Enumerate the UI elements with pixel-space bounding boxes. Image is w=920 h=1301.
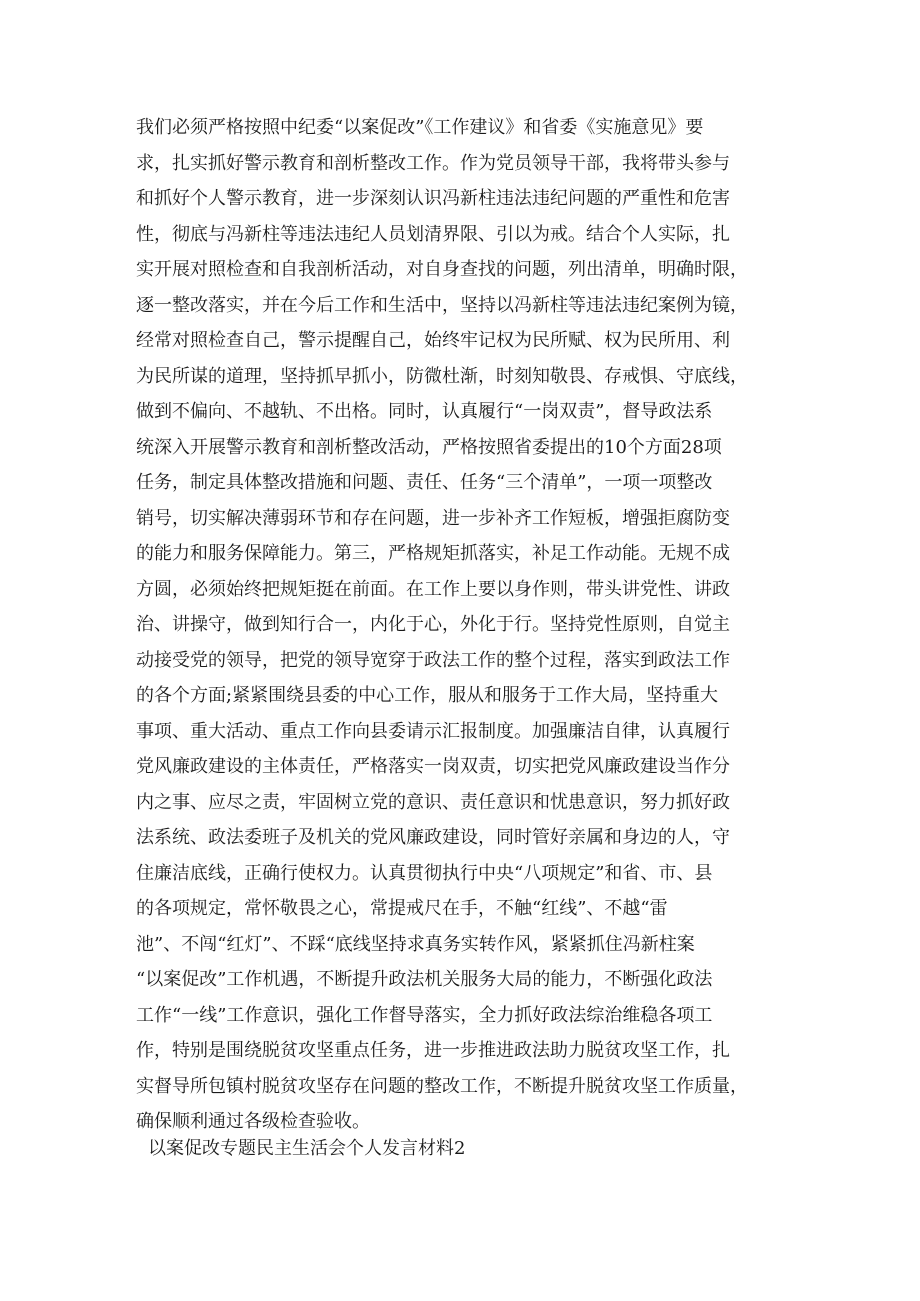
paragraph-line: 党风廉政建设的主体责任，严格落实一岗双责，切实把党风廉政建设当作分 [136, 756, 730, 777]
paragraph-line: 动接受党的领导，把党的领导宽穿于政法工作的整个过程，落实到政法工作 [136, 649, 730, 671]
paragraph-line: 性，彻底与冯新柱等违法违纪人员划清界限、引以为戒。结合个人实际，扎 [136, 223, 730, 245]
paragraph-line: 内之事、应尽之责，牢固树立党的意识、责任意识和忧患意识，努力抓好政 [136, 791, 730, 813]
paragraph-line: 做到不偏向、不越轨、不出格。同时，认真履行“一岗双责”，督导政法系 [136, 401, 713, 422]
paragraph-line: 销号，切实解决薄弱环节和存在问题，进一步补齐工作短板，增强拒腐防变 [136, 507, 730, 529]
paragraph-line: 求，扎实抓好警示教育和剖析整改工作。作为党员领导干部，我将带头参与 [136, 152, 730, 174]
paragraph-line: 实督导所包镇村脱贫攻坚存在问题的整改工作，不断提升脱贫攻坚工作质量， [136, 1075, 748, 1097]
paragraph-line: 为民所谋的道理，坚持抓早抓小，防微杜渐，时刻知敬畏、存戒惧、守底线， [136, 365, 748, 387]
body-paragraph [136, 110, 816, 1140]
paragraph-line: 任务，制定具体整改措施和问题、责任、任务“三个清单”，一项一项整改 [136, 472, 713, 493]
paragraph-line: 统深入开展警示教育和剖析整改活动，严格按照省委提出的10个方面28项 [136, 436, 722, 458]
paragraph-line: 的各项规定，常怀敬畏之心，常提戒尺在手，不触“红线”、不越“雷 [136, 898, 668, 919]
paragraph-line: 住廉洁底线，正确行使权力。认真贯彻执行中央“八项规定”和省、市、县 [136, 862, 713, 884]
paragraph-line: 法系统、政法委班子及机关的党风廉政建设，同时管好亲属和身边的人，守 [136, 827, 730, 848]
paragraph-line: 和抓好个人警示教育，进一步深刻认识冯新柱违法违纪问题的严重性和危害 [136, 188, 730, 209]
paragraph-line: 经常对照检查自己，警示提醒自己，始终牢记权为民所赋、权为民所用、利 [136, 330, 730, 351]
section-heading: 以案促改专题民主生活会个人发言材料2 [148, 1138, 466, 1159]
paragraph-line: 实开展对照检查和自我剖析活动，对自身查找的问题，列出清单，明确时限， [136, 259, 748, 280]
paragraph-line: “以案促改”工作机遇，不断提升政法机关服务大局的能力，不断强化政法 [136, 969, 713, 990]
paragraph-line: 池”、不闯“红灯”、不踩“底线坚持求真务实转作风，紧紧抓住冯新柱案 [136, 933, 695, 955]
paragraph-line: 方圆，必须始终把规矩挺在前面。在工作上要以身作则，带头讲党性、讲政 [136, 578, 730, 600]
paragraph-line: 事项、重大活动、重点工作向县委请示汇报制度。加强廉洁自律，认真履行 [136, 720, 730, 742]
paragraph-line: 逐一整改落实，并在今后工作和生活中，坚持以冯新柱等违法违纪案例为镜， [136, 294, 748, 316]
paragraph-line: 作，特别是围绕脱贫攻坚重点任务，进一步推进政法助力脱贫攻坚工作，扎 [136, 1040, 730, 1061]
paragraph-line: 工作“一线”工作意识，强化工作督导落实，全力抓好政法综治维稳各项工 [136, 1004, 713, 1026]
paragraph-line: 我们必须严格按照中纪委“以案促改”《工作建议》和省委《实施意见》要 [136, 117, 704, 138]
paragraph-line: 治、讲操守，做到知行合一，内化于心，外化于行。坚持党性原则，自觉主 [136, 614, 730, 635]
paragraph-line: 的各个方面;紧紧围绕县委的中心工作，服从和服务于工作大局，坚持重大 [136, 685, 719, 706]
paragraph-line: 确保顺利通过各级检查验收。 [136, 1111, 370, 1132]
paragraph-line: 的能力和服务保障能力。第三，严格规矩抓落实，补足工作动能。无规不成 [136, 543, 730, 564]
